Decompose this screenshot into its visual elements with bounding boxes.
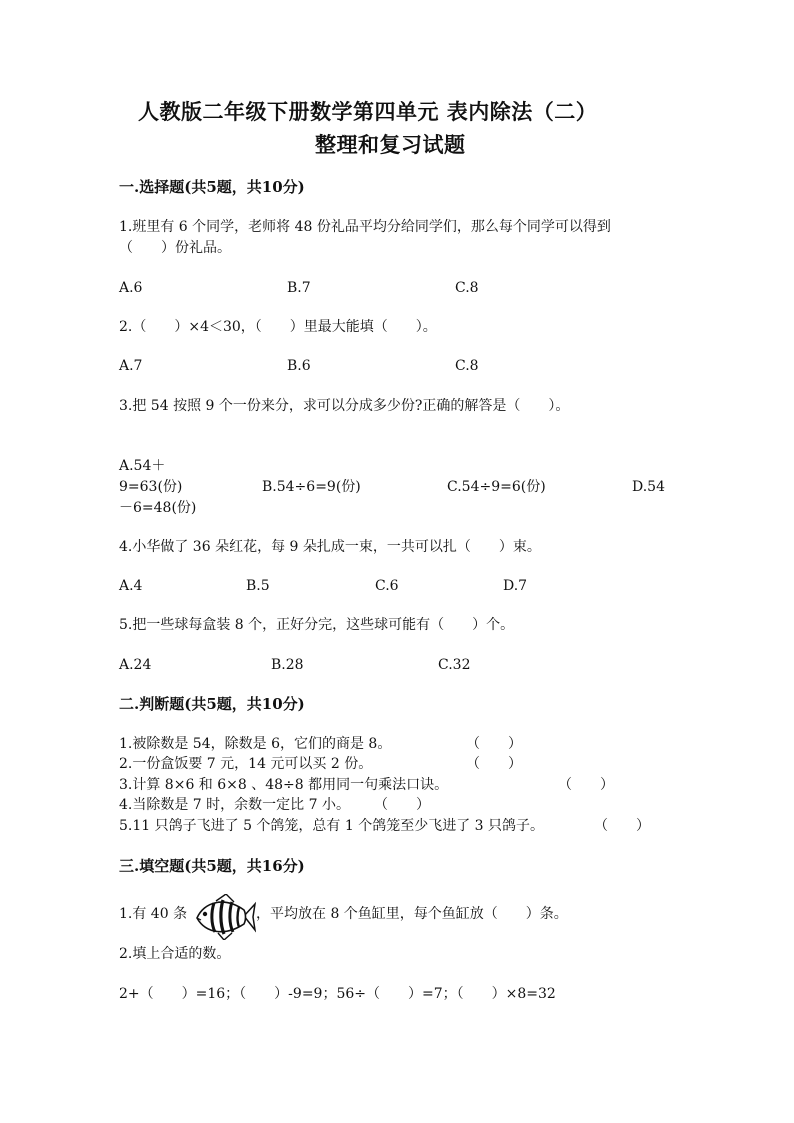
question-text: 4.小华做了 36 朵红花，每 9 朵扎成一束，一共可以扎（ ）束。	[119, 539, 541, 555]
question-text: 3.把 54 按照 9 个一份来分，求可以分成多少份?正确的解答是（ ）。	[119, 398, 570, 414]
question-text: ，平均放在 8 个鱼缸里，每个鱼缸放（ ）条。	[256, 906, 568, 922]
judge-item: 3.计算 8×6 和 6×8 、48÷8 都用同一句乘法口诀。	[119, 777, 449, 793]
section-heading-judge: 二.判断题(共5题，共10分)	[119, 695, 305, 713]
option-b: B.54÷6=9(份)	[262, 479, 361, 495]
option-b: B.6	[287, 358, 311, 374]
option-c: C.8	[455, 280, 479, 296]
option-d: D.54	[632, 479, 665, 495]
page-title: 人教版二年级下册数学第四单元 表内除法（二）	[138, 99, 598, 124]
fish-icon	[194, 894, 256, 940]
option-a: A.54＋	[119, 458, 166, 474]
answer-paren: （ ）	[594, 818, 650, 834]
option-a: A.7	[119, 358, 143, 374]
equation-row: 2+（ ）=16；（ ）-9=9；56÷（ ）=7；（ ）×8=32	[119, 986, 556, 1002]
option-a: A.4	[119, 578, 143, 594]
question-text: 1.班里有 6 个同学，老师将 48 份礼品平均分给同学们，那么每个同学可以得到	[119, 219, 611, 235]
page-subtitle: 整理和复习试题	[315, 132, 466, 157]
option-c: C.54÷9=6(份)	[447, 479, 546, 495]
question-text: 2.（ ）×4＜30，（ ）里最大能填（ ）。	[119, 319, 437, 335]
answer-paren: （ ）	[466, 736, 522, 752]
judge-item: 4.当除数是 7 时，余数一定比 7 小。	[119, 797, 350, 813]
option-c: C.32	[438, 657, 471, 673]
option-a: 9=63(份)	[119, 479, 183, 495]
judge-item: 2.一份盒饭要 7 元，14 元可以买 2 份。	[119, 756, 373, 772]
question-text: （ ）份礼品。	[119, 240, 231, 256]
question-text: 2.填上合适的数。	[119, 946, 231, 962]
answer-paren: （ ）	[558, 777, 614, 793]
option-b: B.28	[271, 657, 304, 673]
option-b: B.5	[246, 578, 270, 594]
section-heading-fill: 三.填空题(共5题，共16分)	[119, 857, 305, 875]
question-text: 1.有 40 条	[119, 906, 188, 922]
option-a: A.24	[119, 657, 152, 673]
option-c: C.6	[375, 578, 399, 594]
option-b: B.7	[287, 280, 311, 296]
section-heading-choice: 一.选择题(共5题，共10分)	[119, 178, 305, 196]
judge-item: 5.11 只鸽子飞进了 5 个鸽笼，总有 1 个鸽笼至少飞进了 3 只鸽子。	[119, 818, 545, 834]
answer-paren: （ ）	[374, 797, 430, 813]
option-c: C.8	[455, 358, 479, 374]
answer-paren: （ ）	[466, 756, 522, 772]
option-d: D.7	[503, 578, 528, 594]
option-d: －6=48(份)	[119, 500, 197, 516]
option-a: A.6	[119, 280, 143, 296]
question-text: 5.把一些球每盒装 8 个，正好分完，这些球可能有（ ）个。	[119, 617, 515, 633]
judge-item: 1.被除数是 54，除数是 6，它们的商是 8。	[119, 736, 392, 752]
